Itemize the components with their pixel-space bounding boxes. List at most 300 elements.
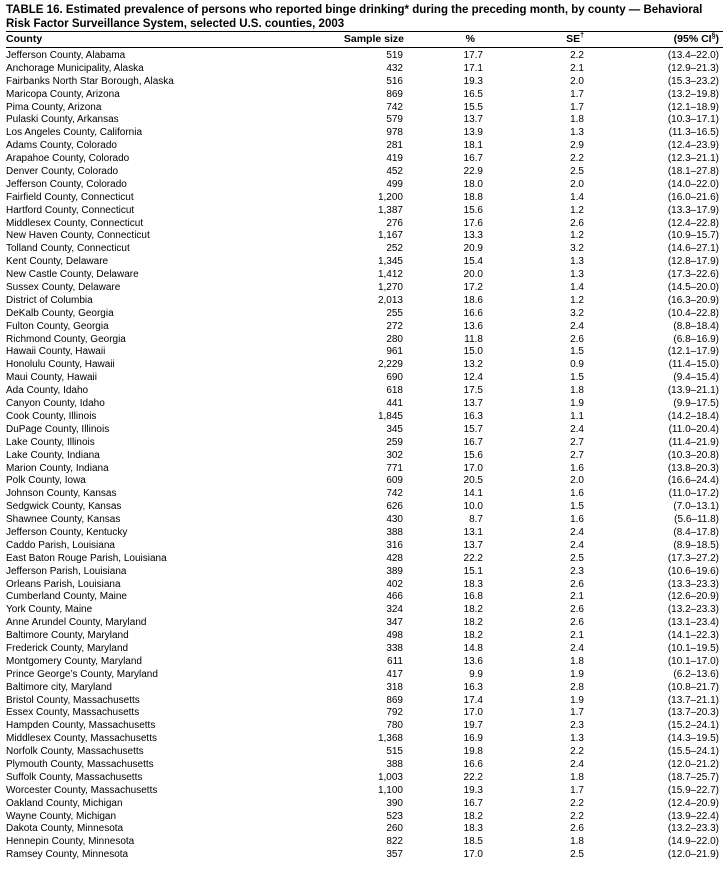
county-cell: Los Angeles County, California xyxy=(6,127,143,139)
percent-cell: 18.2 xyxy=(463,604,483,616)
sample-size-cell: 742 xyxy=(386,488,403,500)
ci-cell: (12.1–17.9) xyxy=(667,346,719,358)
sample-size-cell: 626 xyxy=(386,501,403,513)
sample-size-cell: 388 xyxy=(386,526,403,538)
county-cell: Pima County, Arizona xyxy=(6,101,102,113)
ci-cell: (14.0–22.0) xyxy=(667,178,719,190)
county-cell: Richmond County, Georgia xyxy=(6,333,126,345)
sample-size-cell: 432 xyxy=(386,62,403,74)
se-cell: 2.3 xyxy=(570,720,584,732)
table-row xyxy=(0,604,728,617)
se-cell: 2.7 xyxy=(570,436,584,448)
sample-size-cell: 316 xyxy=(386,539,403,551)
table-row xyxy=(0,179,728,192)
se-cell: 2.6 xyxy=(570,217,584,229)
se-cell: 1.8 xyxy=(570,836,584,848)
se-cell: 1.6 xyxy=(570,514,584,526)
sample-size-cell: 272 xyxy=(386,320,403,332)
ci-cell: (11.4–21.9) xyxy=(668,436,719,448)
se-cell: 2.2 xyxy=(570,810,584,822)
ci-cell: (12.4–20.9) xyxy=(667,797,719,809)
percent-cell: 19.3 xyxy=(463,784,483,796)
percent-cell: 22.2 xyxy=(463,552,483,564)
se-cell: 0.9 xyxy=(570,359,584,371)
county-cell: Maricopa County, Arizona xyxy=(6,88,120,100)
table-row xyxy=(0,475,728,488)
percent-cell: 13.7 xyxy=(463,539,483,551)
se-cell: 2.6 xyxy=(570,604,584,616)
se-cell: 2.1 xyxy=(570,62,584,74)
county-cell: Anne Arundel County, Maryland xyxy=(6,617,147,629)
county-cell: Norfolk County, Massachusetts xyxy=(6,746,144,758)
sample-size-cell: 280 xyxy=(386,333,403,345)
table-row xyxy=(0,385,728,398)
ci-cell: (11.0–17.2) xyxy=(668,488,719,500)
ci-cell: (9.4–15.4) xyxy=(673,372,719,384)
ci-cell: (15.9–22.7) xyxy=(667,784,719,796)
sample-size-cell: 419 xyxy=(386,153,403,165)
sample-size-cell: 1,003 xyxy=(377,771,403,783)
ci-cell: (16.3–20.9) xyxy=(667,294,719,306)
county-cell: DeKalb County, Georgia xyxy=(6,307,114,319)
table-row xyxy=(0,682,728,695)
ci-cell: (14.6–27.1) xyxy=(667,243,719,255)
ci-cell: (11.0–20.4) xyxy=(668,423,719,435)
percent-cell: 16.6 xyxy=(463,307,483,319)
header-top-rule xyxy=(6,31,723,32)
table-row xyxy=(0,643,728,656)
table-row xyxy=(0,785,728,798)
table-row xyxy=(0,579,728,592)
county-cell: Marion County, Indiana xyxy=(6,462,109,474)
sample-size-cell: 252 xyxy=(386,243,403,255)
sample-size-cell: 255 xyxy=(386,307,403,319)
se-cell: 2.4 xyxy=(570,320,584,332)
percent-cell: 10.0 xyxy=(463,501,483,513)
ci-cell: (17.3–22.6) xyxy=(667,269,719,281)
se-cell: 2.8 xyxy=(570,681,584,693)
sample-size-cell: 390 xyxy=(386,797,403,809)
se-cell: 1.7 xyxy=(570,101,584,113)
ci-cell: (12.9–21.3) xyxy=(667,62,719,74)
header-bottom-rule xyxy=(6,47,723,48)
se-cell: 1.2 xyxy=(570,294,584,306)
county-cell: Shawnee County, Kansas xyxy=(6,514,121,526)
table-row xyxy=(0,553,728,566)
se-cell: 1.9 xyxy=(570,668,584,680)
table-row xyxy=(0,218,728,231)
se-cell: 2.4 xyxy=(570,758,584,770)
table-row xyxy=(0,114,728,127)
sample-size-cell: 742 xyxy=(386,101,403,113)
se-cell: 2.5 xyxy=(570,552,584,564)
sample-size-cell: 417 xyxy=(386,668,403,680)
county-cell: Middlesex County, Connecticut xyxy=(6,217,144,229)
sample-size-cell: 402 xyxy=(386,578,403,590)
county-cell: Baltimore city, Maryland xyxy=(6,681,112,693)
table-row xyxy=(0,566,728,579)
county-cell: Tolland County, Connecticut xyxy=(6,243,130,255)
header-ci-close: ) xyxy=(715,33,719,45)
se-cell: 2.2 xyxy=(570,50,584,61)
ci-cell: (13.2–23.3) xyxy=(667,604,719,616)
ci-cell: (12.6–20.9) xyxy=(667,591,719,603)
percent-cell: 13.1 xyxy=(463,526,483,538)
county-cell: East Baton Rouge Parish, Louisiana xyxy=(6,552,167,564)
se-cell: 1.7 xyxy=(570,784,584,796)
sample-size-cell: 822 xyxy=(386,836,403,848)
header-se xyxy=(566,33,584,46)
se-cell: 2.2 xyxy=(570,797,584,809)
se-cell: 1.8 xyxy=(570,655,584,667)
percent-cell: 13.3 xyxy=(463,230,483,242)
table-row xyxy=(0,256,728,269)
table-row xyxy=(0,720,728,733)
county-cell: Jefferson County, Colorado xyxy=(6,178,127,190)
county-cell: Jefferson Parish, Louisiana xyxy=(6,565,127,577)
percent-cell: 18.2 xyxy=(463,810,483,822)
ci-cell: (17.3–27.2) xyxy=(667,552,719,564)
table-row xyxy=(0,308,728,321)
county-cell: Caddo Parish, Louisiana xyxy=(6,539,115,551)
ci-cell: (10.1–17.0) xyxy=(667,655,719,667)
sample-size-cell: 792 xyxy=(386,707,403,719)
percent-cell: 17.5 xyxy=(463,385,483,397)
se-cell: 3.2 xyxy=(570,307,584,319)
county-cell: Pulaski County, Arkansas xyxy=(6,114,119,126)
se-cell: 1.3 xyxy=(570,733,584,745)
sample-size-cell: 609 xyxy=(386,475,403,487)
sample-size-cell: 345 xyxy=(386,423,403,435)
percent-cell: 13.9 xyxy=(463,127,483,139)
county-cell: Fairfield County, Connecticut xyxy=(6,191,134,203)
percent-cell: 12.4 xyxy=(463,372,483,384)
county-cell: Polk County, Iowa xyxy=(6,475,86,487)
ci-cell: (7.0–13.1) xyxy=(673,501,719,513)
county-cell: Bristol County, Massachusetts xyxy=(6,694,140,706)
percent-cell: 15.0 xyxy=(463,346,483,358)
ci-cell: (15.5–24.1) xyxy=(667,746,719,758)
percent-cell: 18.6 xyxy=(463,294,483,306)
sample-size-cell: 1,412 xyxy=(377,269,403,281)
county-cell: Dakota County, Minnesota xyxy=(6,823,124,835)
header-county: County xyxy=(6,33,43,45)
percent-cell: 16.3 xyxy=(463,681,483,693)
sample-size-cell: 523 xyxy=(386,810,403,822)
se-cell: 1.8 xyxy=(570,114,584,126)
sample-size-cell: 357 xyxy=(386,849,403,861)
percent-cell: 14.8 xyxy=(463,642,483,654)
se-cell: 2.6 xyxy=(570,823,584,835)
ci-cell: (12.4–22.8) xyxy=(667,217,719,229)
percent-cell: 18.1 xyxy=(463,140,483,152)
sample-size-cell: 338 xyxy=(386,642,403,654)
se-cell: 1.7 xyxy=(570,707,584,719)
ci-cell: (13.9–22.4) xyxy=(667,810,719,822)
header-percent: % xyxy=(465,33,475,45)
county-cell: Suffolk County, Massachusetts xyxy=(6,771,143,783)
ci-cell: (18.7–25.7) xyxy=(667,771,719,783)
ci-cell: (10.3–17.1) xyxy=(667,114,719,126)
se-cell: 2.2 xyxy=(570,746,584,758)
sample-size-cell: 1,167 xyxy=(377,230,403,242)
table-row xyxy=(0,372,728,385)
sample-size-cell: 430 xyxy=(386,514,403,526)
se-cell: 2.3 xyxy=(570,565,584,577)
table-row xyxy=(0,527,728,540)
county-cell: Hennepin County, Minnesota xyxy=(6,836,135,848)
sample-size-cell: 771 xyxy=(386,462,403,474)
county-cell: Ada County, Idaho xyxy=(6,385,89,397)
county-cell: Hawaii County, Hawaii xyxy=(6,346,106,358)
county-cell: Lake County, Illinois xyxy=(6,436,95,448)
percent-cell: 15.1 xyxy=(463,565,483,577)
sample-size-cell: 1,387 xyxy=(377,204,403,216)
percent-cell: 19.8 xyxy=(463,746,483,758)
ci-cell: (14.2–18.4) xyxy=(667,410,719,422)
sample-size-cell: 690 xyxy=(386,372,403,384)
table-title: TABLE 16. Estimated prevalence of persons who reported binge drinking* during the preceding month, by county — Behavioral Risk Factor Surveillance System, selected U.S. counties, 2003 xyxy=(6,4,703,30)
percent-cell: 11.8 xyxy=(464,333,483,345)
ci-cell: (6.2–13.6) xyxy=(673,668,719,680)
sample-size-cell: 978 xyxy=(386,127,403,139)
percent-cell: 16.5 xyxy=(463,88,483,100)
table-row xyxy=(0,823,728,836)
ci-cell: (13.7–20.3) xyxy=(667,707,719,719)
se-cell: 2.1 xyxy=(570,630,584,642)
table-row xyxy=(0,334,728,347)
ci-cell: (12.3–21.1) xyxy=(667,153,719,165)
header-se-footnote-mark: † xyxy=(580,32,584,40)
county-cell: Canyon County, Idaho xyxy=(6,398,105,410)
percent-cell: 15.7 xyxy=(463,423,483,435)
percent-cell: 16.6 xyxy=(463,758,483,770)
table-row xyxy=(0,127,728,140)
ci-cell: (14.9–22.0) xyxy=(667,836,719,848)
county-cell: Arapahoe County, Colorado xyxy=(6,153,130,165)
county-cell: Ramsey County, Minnesota xyxy=(6,849,129,861)
table-row xyxy=(0,798,728,811)
table-row xyxy=(0,463,728,476)
percent-cell: 18.3 xyxy=(463,823,483,835)
sample-size-cell: 428 xyxy=(386,552,403,564)
percent-cell: 14.1 xyxy=(463,488,483,500)
table-row xyxy=(0,398,728,411)
county-cell: Plymouth County, Massachusetts xyxy=(6,758,154,770)
se-cell: 2.6 xyxy=(570,578,584,590)
county-cell: Fairbanks North Star Borough, Alaska xyxy=(6,75,174,87)
table-row xyxy=(0,243,728,256)
se-cell: 1.3 xyxy=(570,256,584,268)
percent-cell: 15.6 xyxy=(463,204,483,216)
percent-cell: 17.0 xyxy=(463,849,483,861)
se-cell: 2.5 xyxy=(570,849,584,861)
sample-size-cell: 388 xyxy=(386,758,403,770)
percent-cell: 16.7 xyxy=(463,797,483,809)
county-cell: Middlesex County, Massachusetts xyxy=(6,733,157,745)
se-cell: 2.0 xyxy=(570,475,584,487)
county-cell: Maui County, Hawaii xyxy=(6,372,97,384)
table-row xyxy=(0,695,728,708)
se-cell: 2.2 xyxy=(570,153,584,165)
se-cell: 2.0 xyxy=(570,75,584,87)
sample-size-cell: 302 xyxy=(386,449,403,461)
ci-cell: (6.8–16.9) xyxy=(673,333,719,345)
ci-cell: (13.1–23.4) xyxy=(667,617,719,629)
table-body xyxy=(0,50,728,862)
county-cell: York County, Maine xyxy=(6,604,93,616)
header-ci xyxy=(674,33,719,46)
sample-size-cell: 466 xyxy=(386,591,403,603)
se-cell: 1.6 xyxy=(570,462,584,474)
se-cell: 2.4 xyxy=(570,526,584,538)
ci-cell: (13.3–23.3) xyxy=(667,578,719,590)
county-cell: Wayne County, Michigan xyxy=(6,810,117,822)
percent-cell: 8.7 xyxy=(469,514,483,526)
percent-cell: 18.8 xyxy=(463,191,483,203)
county-cell: Adams County, Colorado xyxy=(6,140,117,152)
table-row xyxy=(0,321,728,334)
percent-cell: 19.7 xyxy=(463,720,483,732)
ci-cell: (14.1–22.3) xyxy=(667,630,719,642)
county-cell: Sussex County, Delaware xyxy=(6,282,121,294)
percent-cell: 15.6 xyxy=(463,449,483,461)
header-ci-label: (95% CI xyxy=(673,33,712,45)
percent-cell: 17.0 xyxy=(463,707,483,719)
percent-cell: 22.9 xyxy=(463,166,483,178)
county-cell: Hampden County, Massachusetts xyxy=(6,720,156,732)
se-cell: 1.9 xyxy=(570,398,584,410)
header-se-label: SE xyxy=(566,33,581,45)
table-row xyxy=(0,656,728,669)
table-row xyxy=(0,746,728,759)
county-cell: Fulton County, Georgia xyxy=(6,320,109,332)
percent-cell: 16.3 xyxy=(463,410,483,422)
ci-cell: (15.3–23.2) xyxy=(667,75,719,87)
ci-cell: (10.1–19.5) xyxy=(667,642,719,654)
percent-cell: 18.0 xyxy=(463,178,483,190)
county-cell: Prince George’s County, Maryland xyxy=(6,668,158,680)
table-row xyxy=(0,166,728,179)
se-cell: 3.2 xyxy=(570,243,584,255)
se-cell: 2.1 xyxy=(570,591,584,603)
sample-size-cell: 618 xyxy=(386,385,403,397)
table-row xyxy=(0,102,728,115)
table-row xyxy=(0,669,728,682)
county-cell: Lake County, Indiana xyxy=(6,449,100,461)
table-row xyxy=(0,411,728,424)
table-row xyxy=(0,63,728,76)
ci-cell: (8.8–18.4) xyxy=(673,320,719,332)
se-cell: 1.5 xyxy=(570,346,584,358)
sample-size-cell: 389 xyxy=(386,565,403,577)
percent-cell: 13.6 xyxy=(463,655,483,667)
county-cell: Cook County, Illinois xyxy=(6,410,97,422)
ci-cell: (15.2–24.1) xyxy=(667,720,719,732)
percent-cell: 16.8 xyxy=(463,591,483,603)
ci-cell: (10.4–22.8) xyxy=(667,307,719,319)
sample-size-cell: 516 xyxy=(386,75,403,87)
sample-size-cell: 961 xyxy=(386,346,403,358)
sample-size-cell: 259 xyxy=(386,436,403,448)
se-cell: 1.1 xyxy=(570,410,584,422)
county-cell: Johnson County, Kansas xyxy=(6,488,117,500)
percent-cell: 16.7 xyxy=(463,153,483,165)
se-cell: 2.0 xyxy=(570,178,584,190)
ci-cell: (12.0–21.9) xyxy=(667,849,719,861)
table-row xyxy=(0,153,728,166)
ci-cell: (12.8–17.9) xyxy=(667,256,719,268)
percent-cell: 16.9 xyxy=(463,733,483,745)
sample-size-cell: 2,013 xyxy=(377,294,403,306)
ci-cell: (8.9–18.5) xyxy=(673,539,719,551)
se-cell: 1.7 xyxy=(570,88,584,100)
sample-size-cell: 499 xyxy=(386,178,403,190)
sample-size-cell: 441 xyxy=(386,398,403,410)
percent-cell: 13.7 xyxy=(463,114,483,126)
ci-cell: (13.4–22.0) xyxy=(667,50,719,61)
se-cell: 2.6 xyxy=(570,617,584,629)
percent-cell: 18.3 xyxy=(463,578,483,590)
ci-cell: (13.8–20.3) xyxy=(667,462,719,474)
se-cell: 1.3 xyxy=(570,269,584,281)
percent-cell: 13.2 xyxy=(463,359,483,371)
sample-size-cell: 780 xyxy=(386,720,403,732)
table-row xyxy=(0,849,728,862)
ci-cell: (10.8–21.7) xyxy=(667,681,719,693)
county-cell: Essex County, Massachusetts xyxy=(6,707,140,719)
table-row xyxy=(0,140,728,153)
percent-cell: 20.9 xyxy=(463,243,483,255)
sample-size-cell: 1,345 xyxy=(377,256,403,268)
table-row xyxy=(0,282,728,295)
ci-cell: (11.3–16.5) xyxy=(668,127,719,139)
se-cell: 1.3 xyxy=(570,127,584,139)
percent-cell: 18.5 xyxy=(463,836,483,848)
table-row xyxy=(0,733,728,746)
percent-cell: 17.7 xyxy=(463,50,483,61)
ci-cell: (16.6–24.4) xyxy=(667,475,719,487)
sample-size-cell: 324 xyxy=(386,604,403,616)
se-cell: 2.4 xyxy=(570,539,584,551)
sample-size-cell: 515 xyxy=(386,746,403,758)
percent-cell: 20.0 xyxy=(463,269,483,281)
county-cell: Orleans Parish, Louisiana xyxy=(6,578,121,590)
county-cell: New Haven County, Connecticut xyxy=(6,230,150,242)
sample-size-cell: 1,200 xyxy=(377,191,403,203)
table-row xyxy=(0,295,728,308)
table-row xyxy=(0,230,728,243)
county-cell: Jefferson County, Kentucky xyxy=(6,526,128,538)
percent-cell: 17.1 xyxy=(463,62,483,74)
percent-cell: 18.2 xyxy=(463,630,483,642)
sample-size-cell: 452 xyxy=(386,166,403,178)
se-cell: 1.2 xyxy=(570,204,584,216)
table-row xyxy=(0,269,728,282)
sample-size-cell: 1,270 xyxy=(377,282,403,294)
table-row xyxy=(0,437,728,450)
table-row xyxy=(0,89,728,102)
sample-size-cell: 869 xyxy=(386,88,403,100)
sample-size-cell: 498 xyxy=(386,630,403,642)
sample-size-cell: 579 xyxy=(386,114,403,126)
ci-cell: (8.4–17.8) xyxy=(673,526,719,538)
se-cell: 1.5 xyxy=(570,501,584,513)
se-cell: 2.5 xyxy=(570,166,584,178)
sample-size-cell: 869 xyxy=(386,694,403,706)
ci-cell: (10.6–19.6) xyxy=(667,565,719,577)
county-cell: DuPage County, Illinois xyxy=(6,423,110,435)
